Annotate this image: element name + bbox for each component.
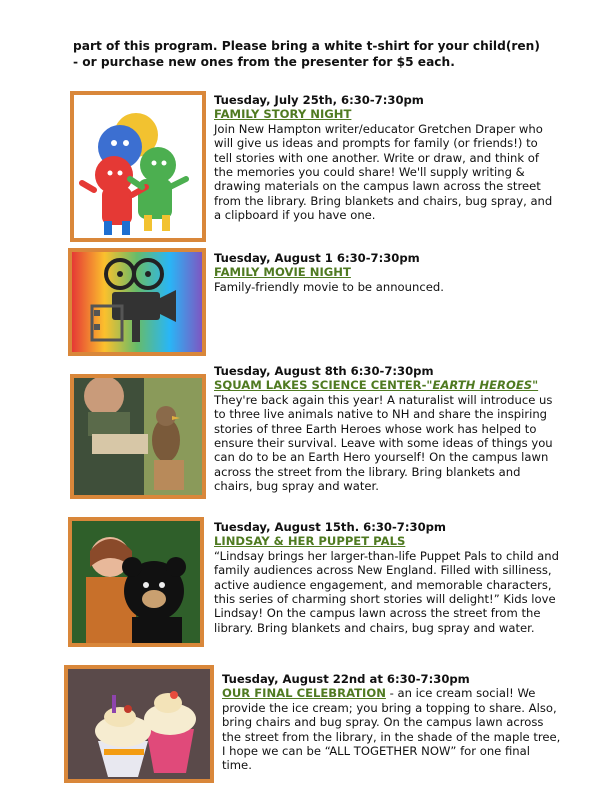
event-title: FAMILY STORY NIGHT [214,107,352,122]
event-date: Tuesday, August 1 6:30-7:30pm [214,251,420,265]
intro-text: part of this program. Please bring a white t-shirt for your child(ren) - or purchase new ones from the presenter for $5 each. [73,39,540,69]
event-date: Tuesday, August 8th 6:30-7:30pm [214,364,434,378]
event-title: OUR FINAL CELEBRATION [222,686,386,701]
event-science-center [214,364,559,494]
event-body: Join New Hampton writer/educator Gretchen Draper who will give us ideas and prompts for family (or friends!) to tell stories with one another. Write or draw, and think of the memories you could share! We'll supply writing & drawing materials on the campus lawn across the street from the library. Bring blankets and chairs, bug spray, and a clipboard if you have one. [214,121,553,223]
event-date: Tuesday, August 15th. 6:30-7:30pm [214,520,447,534]
event-story-night [214,93,559,223]
event-body: They're back again this year! A naturalist will introduce us to three live animals native to NH and share the inspiring stories of three Earth Heroes whose work has helped to ensure their survival. Leave with some ideas of things you can do to be an Earth Hero yourself! On the campus lawn across the street from the library. Bring blankets and chairs, bug spray and water. [214,392,553,494]
event-title-line [214,378,559,392]
event-body: “Lindsay brings her larger-than-life Puppet Pals to child and family audiences across New England. Filled with silliness, active audience engagement, and memorable characters, this series of charming short stories will delight!” Kids love Lindsay! On the campus lawn across the street from the library. Bring blankets and chairs, bug spray and water. [214,548,559,635]
ice-cream-image [64,665,214,783]
science-center-image [70,374,206,499]
event-movie-night [214,251,559,294]
event-title-italic: "EARTH HEROES" [426,378,539,393]
event-title: SQUAM LAKES SCIENCE CENTER- [214,378,427,393]
event-title: LINDSAY & HER PUPPET PALS [214,534,406,549]
movie-night-image [68,248,206,356]
puppet-pals-image [68,517,204,647]
event-puppet-pals [214,520,559,635]
event-date: Tuesday, August 22nd at 6:30-7:30pm [222,672,470,686]
event-date: Tuesday, July 25th, 6:30-7:30pm [214,93,424,107]
event-title: FAMILY MOVIE NIGHT [214,265,351,280]
story-night-image [70,91,206,242]
event-body: Family-friendly movie to be announced. [214,279,444,294]
event-body: - an ice cream social! We provide the ice cream; you bring a topping to share. Also, bring chairs and bug spray. On the campus lawn across the street from the library, in the shade of the maple tree, I hope we can be “ALL TOGETHER NOW” for one final time. [222,686,561,773]
event-final-celebration [222,672,562,773]
